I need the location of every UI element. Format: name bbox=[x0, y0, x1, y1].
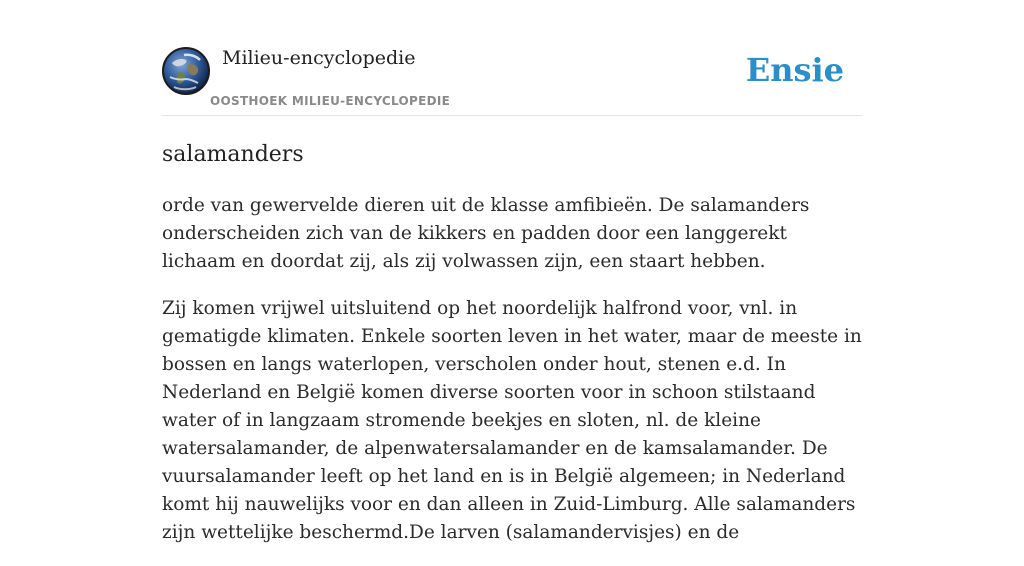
article-paragraph: Zij komen vrijwel uitsluitend op het noordelijk halfrond voor, vnl. in gematigde klimaten. Enkele soorten leven in het water, maar de meeste in bossen en langs waterlopen, verscholen onder hout, stenen e.d. In Nederland en België komen diverse soorten voor in schoon stilstaand water of in langzaam stromende beekjes en sloten, nl. de kleine watersalamander, de alpenwatersalamander en de kamsalamander. De vuursalamander leeft op het land en is in België algemeen; in Nederland komt hij nauwelijks voor en dan alleen in Zuid-Limburg. Alle salamanders zijn wettelijke beschermd.De larven (salamandervisjes) en de bbox=[162, 298, 862, 543]
brand-logo[interactable]: Ensie bbox=[745, 51, 844, 89]
article-title: salamanders bbox=[162, 142, 304, 167]
site-subtitle[interactable]: OOSTHOEK MILIEU-ENCYCLOPEDIE bbox=[210, 94, 451, 108]
content-container bbox=[162, 0, 862, 543]
article-body bbox=[162, 192, 862, 566]
site-header bbox=[162, 0, 862, 116]
earth-globe-icon[interactable] bbox=[162, 47, 210, 95]
site-title[interactable]: Milieu-encyclopedie bbox=[222, 47, 416, 69]
article-paragraph: orde van gewervelde dieren uit de klasse amfibieën. De salamanders onderscheiden zich van de kikkers en padden door een langgerekt lichaam en doordat zij, als zij volwassen zijn, een staart hebben. bbox=[162, 195, 810, 272]
